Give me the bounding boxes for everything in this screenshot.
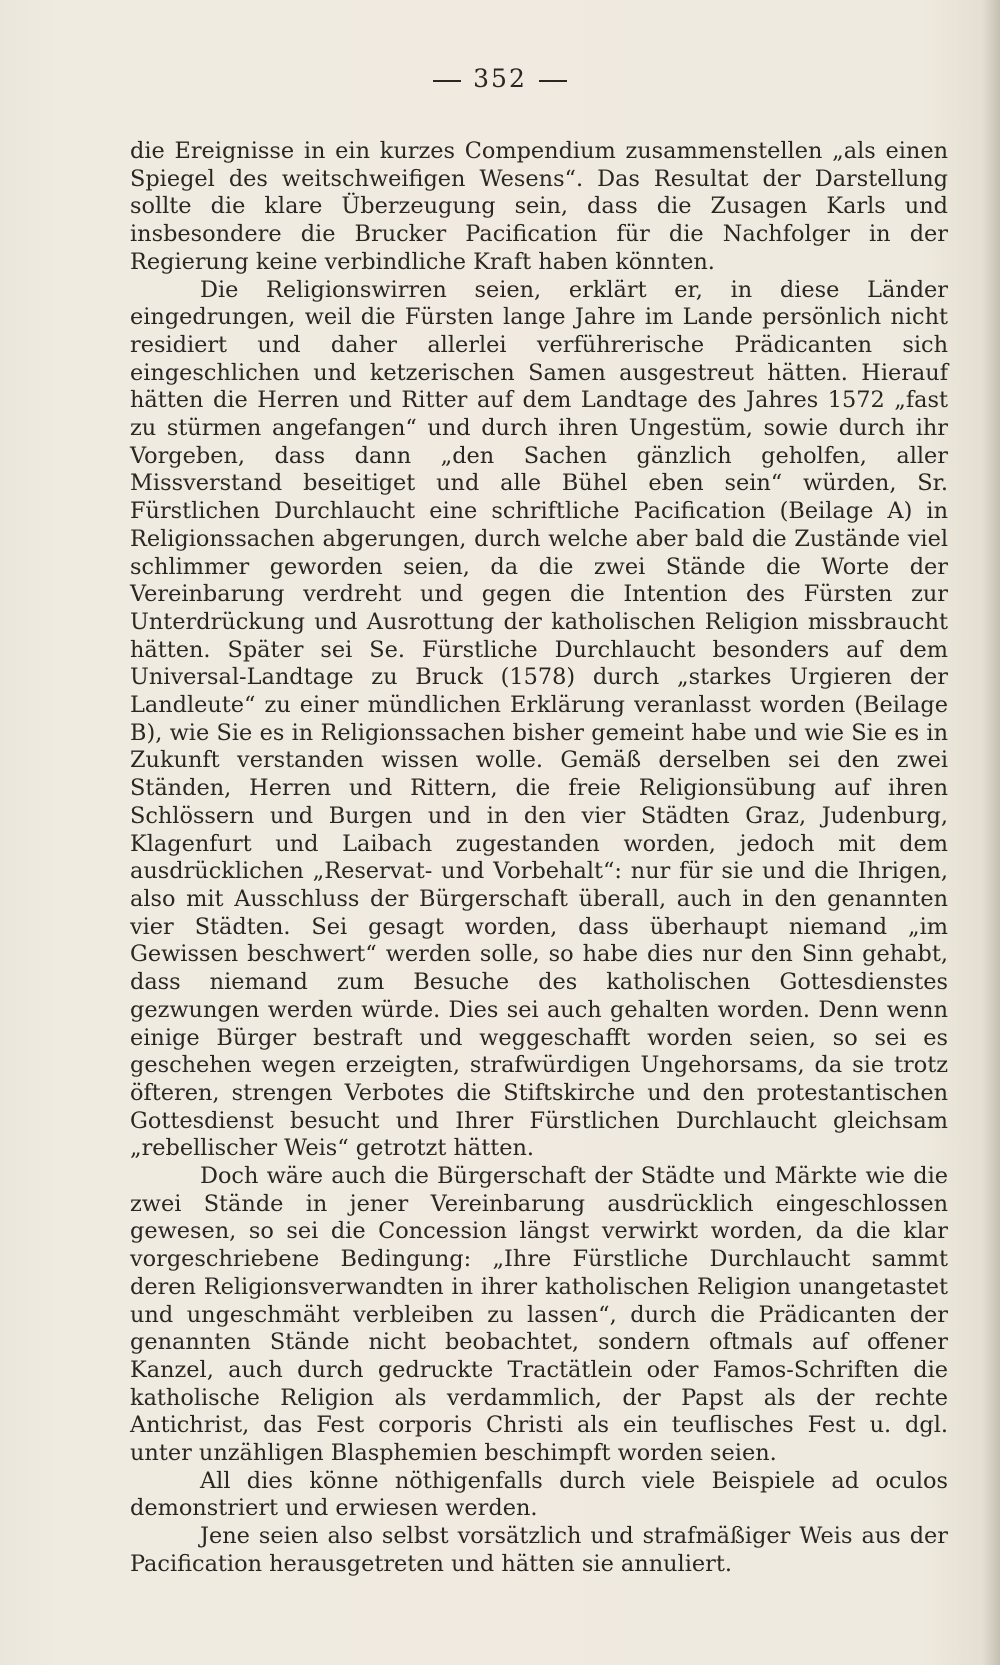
page-edge-shadow [982,0,1000,1665]
paragraph-1: die Ereignisse in ein kurzes Compendium zusammenstellen „als einen Spiegel des weitschweifigen Wesens“. Das Resultat der Darstellung sollte die klare Überzeugung sein, dass die Zusagen Karls und insbesondere die Brucker Pacification für die Nachfolger in der Regierung keine verbindliche Kraft haben könnten. [130,138,948,275]
paragraph-4: All dies könne nöthigenfalls durch viele Beispiele ad oculos demonstriert und erwiesen werden. [130,1467,948,1522]
paragraph-2: Die Religionswirren seien, erklärt er, in diese Länder eingedrungen, weil die Fürsten lange Jahre im Lande persönlich nicht residiert und daher allerlei verführerische Prädicanten sich eingeschlichen und ketzerischen Samen ausgestreut hätten. Hierauf hätten die Herren und Ritter auf dem Landtage des Jahres 1572 „fast zu stürmen angefangen“ und durch ihren Ungestüm, sowie durch ihr Vorgeben, dass dann „den Sachen gänzlich geholfen, aller Missverstand beseitiget und alle Bühel eben sein“ würden, Sr. Fürstlichen Durchlaucht eine schriftliche Pacification (Beilage A) in Religionssachen abgerungen, durch welche aber bald die Zustände viel schlimmer geworden seien, da die zwei Stände die Worte der Vereinbarung verdreht und gegen die Intention des Fürsten zur Unterdrückung und Ausrottung der katholischen Religion missbraucht hätten. Später sei Se. Fürstliche Durchlaucht besonders auf dem Universal-Landtage zu Bruck (1578) durch „starkes Urgieren der Landleute“ zu einer mündlichen Erklärung veranlasst worden (Beilage B), wie Sie es in Religionssachen bisher gemeint habe und wie Sie es in Zukunft verstanden wissen wolle. Gemäß derselben sei den zwei Ständen, Herren und Rittern, die freie Religionsübung auf ihren Schlössern und Burgen und in den vier Städten Graz, Judenburg, Klagenfurt und Laibach zugestanden worden, jedoch mit dem ausdrücklichen „Reservat- und Vorbehalt“: nur für sie und die Ihrigen, also mit Ausschluss der Bürgerschaft überall, auch in den genannten vier Städten. Sei gesagt worden, dass überhaupt niemand „im Gewissen beschwert“ werden solle, so habe dies nur den Sinn gehabt, dass niemand zum Besuche des katholischen Gottesdienstes gezwungen werden würde. Dies sei auch gehalten worden. Denn wenn einige Bürger bestraft und weggeschafft worden seien, so sei es geschehen wegen erzeigten, strafwürdigen Ungehorsams, da sie trotz öfteren, strengen Verbotes die Stiftskirche und den protestantischen Gottesdienst besucht und Ihrer Fürstlichen Durchlaucht gleichsam „rebellischer Weis“ getrotzt hätten. [130,276,948,1162]
page-body [130,138,948,1579]
page-header [0,64,1000,93]
page-number: 352 [473,64,527,93]
header-dash-right [539,80,567,82]
paragraph-5: Jene seien also selbst vorsätzlich und strafmäßiger Weis aus der Pacification herausgetreten und hätten sie annuliert. [130,1523,948,1577]
header-dash-left [433,80,461,82]
paragraph-3: Doch wäre auch die Bürgerschaft der Städte und Märkte wie die zwei Stände in jener Vereinbarung ausdrücklich eingeschlossen gewesen, so sei die Concession längst verwirkt worden, da die klar vorgeschriebene Bedingung: „Ihre Fürstliche Durchlaucht sammt deren Religionsverwandten in ihrer katholischen Religion unangetastet und ungeschmäht verbleiben zu lassen“, durch die Prädicanten der genannten Stände nicht beobachtet, sondern oftmals auf offener Kanzel, auch durch gedruckte Tractätlein oder Famos-Schriften die katholische Religion als verdammlich, der Papst als der rechte Antichrist, das Fest corporis Christi als ein teuflisches Fest u. dgl. unter unzähligen Blasphemien beschimpft worden seien. [130,1163,948,1467]
